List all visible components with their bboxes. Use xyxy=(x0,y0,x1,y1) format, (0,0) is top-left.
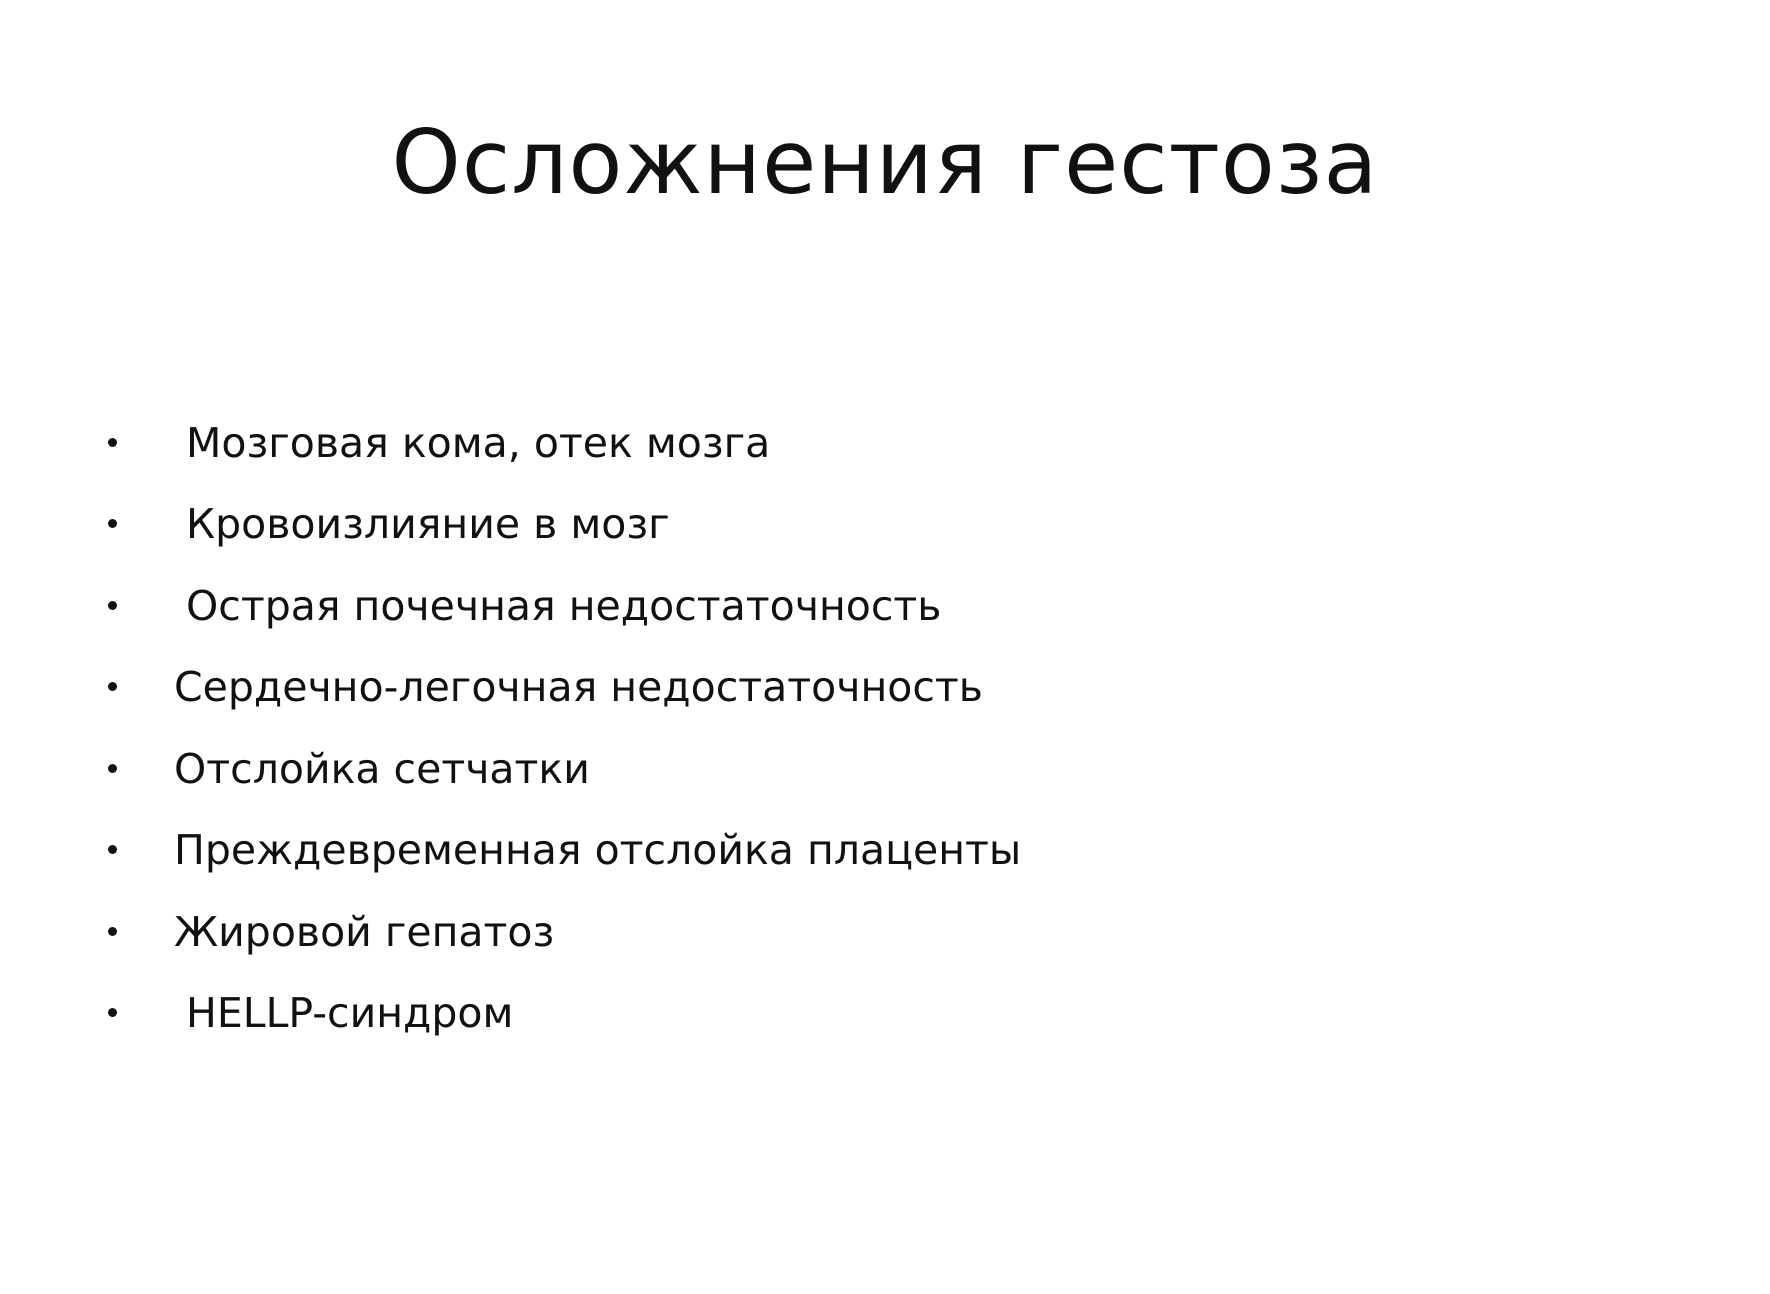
bullet-icon xyxy=(108,764,117,773)
list-item-text: Кровоизлияние в мозг xyxy=(186,500,670,549)
bullet-icon xyxy=(108,927,117,936)
list-item-text: HELLP-синдром xyxy=(186,989,514,1038)
list-item-text: Мозговая кома, отек мозга xyxy=(186,418,771,467)
bullet-icon xyxy=(108,1008,117,1017)
slide-title: Осложнения гестоза xyxy=(391,111,1379,214)
bullet-icon xyxy=(108,438,117,447)
list-item-text: Преждевременная отслойка плаценты xyxy=(174,826,1022,875)
list-item-text: Острая почечная недостаточность xyxy=(186,581,942,630)
list-item-text: Жировой гепатоз xyxy=(174,907,555,956)
list-item-text: Сердечно-легочная недостаточность xyxy=(174,663,983,712)
bullet-icon xyxy=(108,601,117,610)
bullet-icon xyxy=(108,519,117,528)
bullet-icon xyxy=(108,682,117,691)
bullet-icon xyxy=(108,845,117,854)
list-item-text: Отслойка сетчатки xyxy=(174,744,590,793)
